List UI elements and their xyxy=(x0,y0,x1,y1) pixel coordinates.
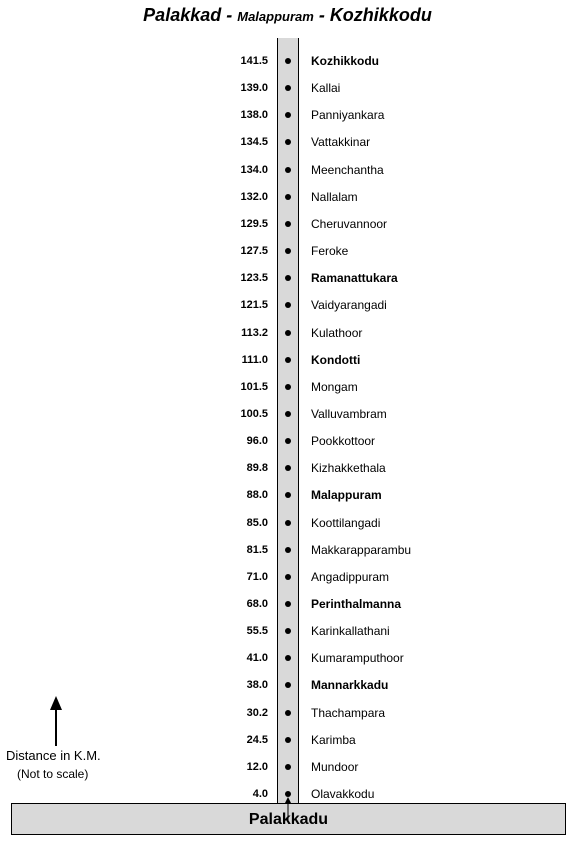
station-name: Ramanattukara xyxy=(311,271,398,285)
station-row xyxy=(0,431,575,451)
station-distance: 85.0 xyxy=(246,517,268,529)
station-distance: 24.5 xyxy=(246,734,268,746)
station-name: Panniyankara xyxy=(311,108,385,122)
station-row xyxy=(0,648,575,668)
legend-note: (Not to scale) xyxy=(17,767,89,781)
station-dot-icon xyxy=(285,655,291,661)
station-name: Kozhikkodu xyxy=(311,54,379,68)
station-row xyxy=(0,160,575,180)
station-name: Perinthalmanna xyxy=(311,597,402,611)
station-row xyxy=(0,404,575,424)
station-row xyxy=(0,567,575,587)
station-row xyxy=(0,132,575,152)
station-distance: 111.0 xyxy=(241,354,268,366)
station-dot-icon xyxy=(285,764,291,770)
up-arrow-icon xyxy=(47,696,65,746)
station-row xyxy=(0,377,575,397)
station-row xyxy=(0,214,575,234)
station-dot-icon xyxy=(285,112,291,118)
station-dot-icon xyxy=(285,330,291,336)
station-row xyxy=(0,540,575,560)
station-row xyxy=(0,675,575,695)
station-name: Mundoor xyxy=(311,760,359,774)
station-name: Thachampara xyxy=(311,706,386,720)
station-dot-icon xyxy=(285,357,291,363)
station-dot-icon xyxy=(285,628,291,634)
station-distance: 12.0 xyxy=(246,761,268,773)
station-distance: 71.0 xyxy=(246,571,268,583)
station-name: Vattakkinar xyxy=(311,135,371,149)
station-distance: 113.2 xyxy=(241,327,268,339)
station-name: Karimba xyxy=(311,733,356,747)
station-distance: 100.5 xyxy=(240,408,268,420)
station-distance: 138.0 xyxy=(240,109,268,121)
station-row xyxy=(0,730,575,750)
title-start: Palakkad xyxy=(143,5,222,25)
station-dot-icon xyxy=(285,411,291,417)
station-name: Mannarkkadu xyxy=(311,678,389,692)
station-name: Kallai xyxy=(311,81,341,95)
station-dot-icon xyxy=(285,85,291,91)
station-name: Kulathoor xyxy=(311,326,363,340)
station-dot-icon xyxy=(285,275,291,281)
station-dot-icon xyxy=(285,139,291,145)
title-separator: - xyxy=(221,5,238,25)
station-name: Koottilangadi xyxy=(311,516,381,530)
station-dot-icon xyxy=(285,384,291,390)
station-row xyxy=(0,703,575,723)
legend-label: Distance in K.M. xyxy=(6,748,101,763)
station-dot-icon xyxy=(285,492,291,498)
station-dot-icon xyxy=(285,438,291,444)
station-distance: 134.0 xyxy=(240,164,268,176)
station-dot-icon xyxy=(285,520,291,526)
station-name: Angadippuram xyxy=(311,570,390,584)
title-separator: - xyxy=(313,5,330,25)
station-distance: 121.5 xyxy=(240,299,268,311)
station-row xyxy=(0,78,575,98)
station-distance: 96.0 xyxy=(246,435,268,447)
station-distance: 38.0 xyxy=(246,679,268,691)
station-name: Kizhakkethala xyxy=(311,461,386,475)
station-name: Karinkallathani xyxy=(311,624,390,638)
station-row xyxy=(0,268,575,288)
station-row xyxy=(0,323,575,343)
station-distance: 101.5 xyxy=(240,381,268,393)
station-distance: 55.5 xyxy=(246,625,268,637)
station-row xyxy=(0,187,575,207)
station-distance: 88.0 xyxy=(246,489,268,501)
station-dot-icon xyxy=(285,574,291,580)
station-name: Mongam xyxy=(311,380,358,394)
station-distance: 68.0 xyxy=(246,598,268,610)
station-distance: 132.0 xyxy=(240,191,268,203)
station-dot-icon xyxy=(285,221,291,227)
station-name: Feroke xyxy=(311,244,349,258)
station-distance: 134.5 xyxy=(240,136,268,148)
station-dot-icon xyxy=(285,302,291,308)
station-name: Makkarapparambu xyxy=(311,543,412,557)
terminal-station-name: Palakkadu xyxy=(248,811,329,828)
station-dot-icon xyxy=(285,194,291,200)
station-row xyxy=(0,621,575,641)
station-row xyxy=(0,485,575,505)
station-row xyxy=(0,594,575,614)
station-row xyxy=(0,51,575,71)
station-name: Olavakkodu xyxy=(311,787,375,801)
station-distance: 127.5 xyxy=(240,245,268,257)
station-dot-icon xyxy=(285,465,291,471)
station-distance: 89.8 xyxy=(246,462,268,474)
station-name: Pookkottoor xyxy=(311,434,376,448)
title-end: Kozhikkodu xyxy=(329,5,432,25)
station-distance: 4.0 xyxy=(252,788,268,800)
station-row xyxy=(0,458,575,478)
station-dot-icon xyxy=(285,737,291,743)
station-distance: 129.5 xyxy=(240,218,268,230)
station-row xyxy=(0,513,575,533)
station-name: Cheruvannoor xyxy=(311,217,388,231)
station-dot-icon xyxy=(285,167,291,173)
station-distance: 141.5 xyxy=(240,55,268,67)
station-distance: 81.5 xyxy=(246,544,268,556)
station-distance: 41.0 xyxy=(246,652,268,664)
station-name: Nallalam xyxy=(311,190,358,204)
station-name: Kondotti xyxy=(311,353,361,367)
station-dot-icon xyxy=(285,547,291,553)
title-middle: Malappuram xyxy=(237,9,314,24)
station-dot-icon xyxy=(285,710,291,716)
station-dot-icon xyxy=(285,601,291,607)
route-title xyxy=(0,4,575,28)
station-name: Valluvambram xyxy=(311,407,387,421)
station-dot-icon xyxy=(285,58,291,64)
station-dot-icon xyxy=(285,248,291,254)
station-dot-icon xyxy=(285,682,291,688)
station-distance: 139.0 xyxy=(240,82,268,94)
station-row xyxy=(0,105,575,125)
station-name: Vaidyarangadi xyxy=(311,298,387,312)
station-name: Malappuram xyxy=(311,488,382,502)
station-row xyxy=(0,350,575,370)
station-distance: 30.2 xyxy=(246,707,268,719)
station-name: Meenchantha xyxy=(311,163,384,177)
station-row xyxy=(0,241,575,261)
station-row xyxy=(0,295,575,315)
station-name: Kumaramputhoor xyxy=(311,651,404,665)
station-distance: 123.5 xyxy=(240,272,268,284)
